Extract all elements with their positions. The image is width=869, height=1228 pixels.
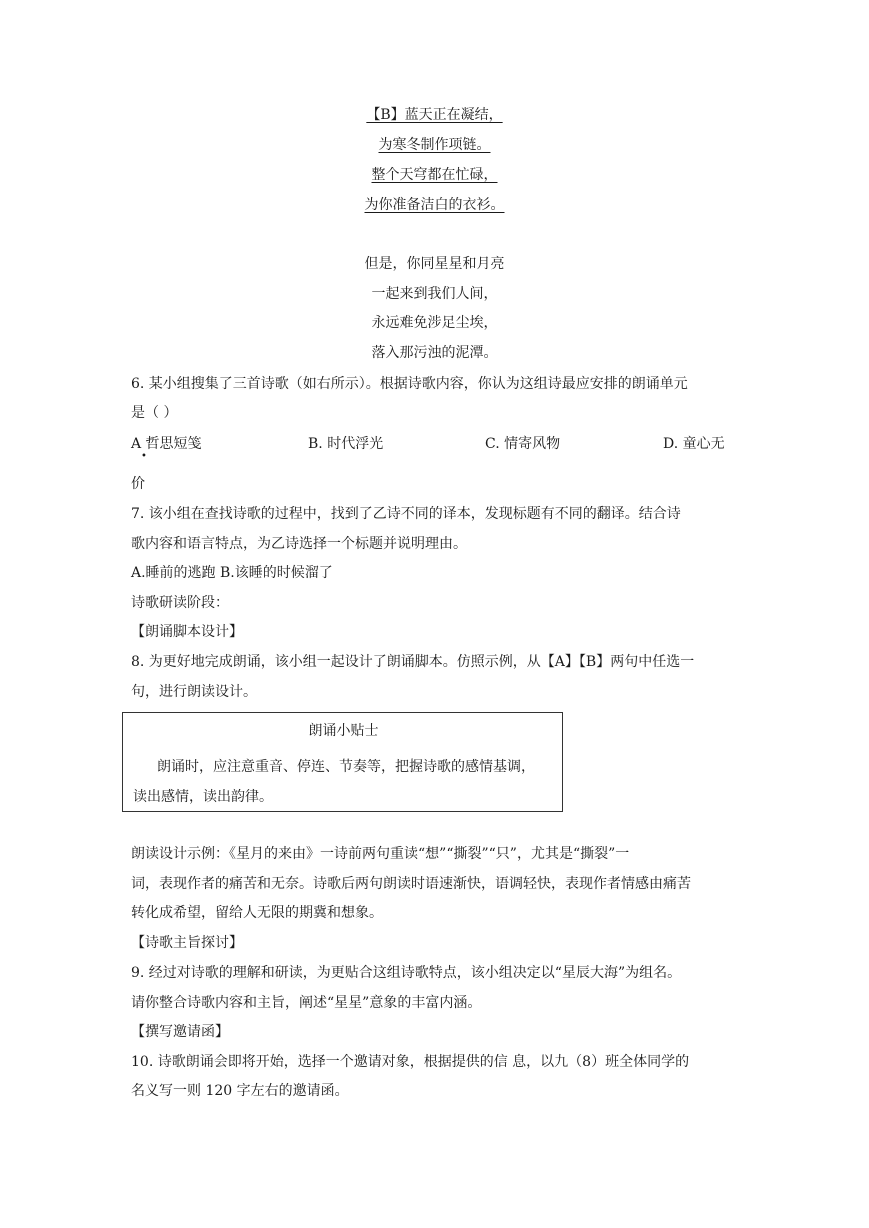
q10-line-2: 名义写一则 120 字左右的邀请函。 [131,1083,349,1099]
example-line-2: 词，表现作者的痛苦和无奈。诗歌后两句朗读时语速渐快，语调轻快，表现作者情感由痛苦 [131,876,691,892]
q6-option-d: D. 童心无 [663,436,725,452]
q9-line-1: 9. 经过对诗歌的理解和研读，为更贴合这组诗歌特点，该小组决定以“星辰大海”为组名。 [131,965,682,981]
poem-b-line-4: 为你准备洁白的衣衫。 [364,197,505,213]
poem-b-line-1: 【B】蓝天正在凝结， [366,107,503,123]
emphasis-dot: • [141,451,147,462]
q6-option-a: A 哲思短笺 [131,436,202,452]
q7-line-2: 歌内容和语言特点，为乙诗选择一个标题并说明理由。 [131,536,467,552]
q6-line-2: 是（ ） [131,405,178,421]
q8-line-1: 8. 为更好地完成朗诵，该小组一起设计了朗诵脚本。仿照示例，从【A】【B】两句中任选一 [131,654,695,670]
stage-label: 诗歌研读阶段： [131,595,229,611]
q7-choices: A.睡前的逃跑 B.该睡的时候溜了 [131,565,333,581]
example-line-3: 转化成希望，留给人无限的期冀和想象。 [131,905,383,921]
section-invite-heading: 【撰写邀请函】 [131,1024,229,1040]
poem-stanza2-line-3: 永远难免涉足尘埃， [371,315,498,331]
poem-b-line-3: 整个天穹都在忙碌， [371,167,498,183]
poem-stanza2-line-4: 落入那污浊的泥潭。 [371,345,498,361]
section-theme-heading: 【诗歌主旨探讨】 [131,935,243,951]
recitation-tips-box [122,712,563,812]
poem-stanza2-line-1: 但是，你同星星和月亮 [364,256,505,272]
q9-line-2: 请你整合诗歌内容和主旨，阐述“星星”意象的丰富内涵。 [131,995,482,1011]
q6-option-b: B. 时代浮光 [308,436,384,452]
q8-line-2: 句，进行朗读设计。 [131,684,257,700]
tips-line-2: 读出感情，读出韵律。 [133,789,273,805]
poem-b-line-2: 为寒冬制作项链。 [378,137,491,153]
q6-line-1: 6. 某小组搜集了三首诗歌（如右所示）。根据诗歌内容，你认为这组诗最应安排的朗诵单元 [131,376,688,392]
tips-line-1: 朗诵时，应注意重音、停连、节奏等，把握诗歌的感情基调， [157,759,535,775]
q7-line-1: 7. 该小组在查找诗歌的过程中，找到了乙诗不同的译本，发现标题有不同的翻译。结合诗 [131,506,681,522]
tips-title: 朗诵小贴士 [308,723,379,739]
q6-option-c: C. 情寄风物 [485,436,561,452]
example-line-1: 朗读设计示例：《星月的来由》一诗前两句重读“想”“撕裂”“只”，尤其是“撕裂”一 [131,846,630,862]
section-script-heading: 【朗诵脚本设计】 [131,624,243,640]
q6-option-wrap: 价 [131,476,145,492]
poem-stanza2-line-2: 一起来到我们人间， [371,286,498,302]
q10-line-1: 10. 诗歌朗诵会即将开始，选择一个邀请对象，根据提供的信 息，以九（8）班全体同学的 [131,1054,690,1070]
